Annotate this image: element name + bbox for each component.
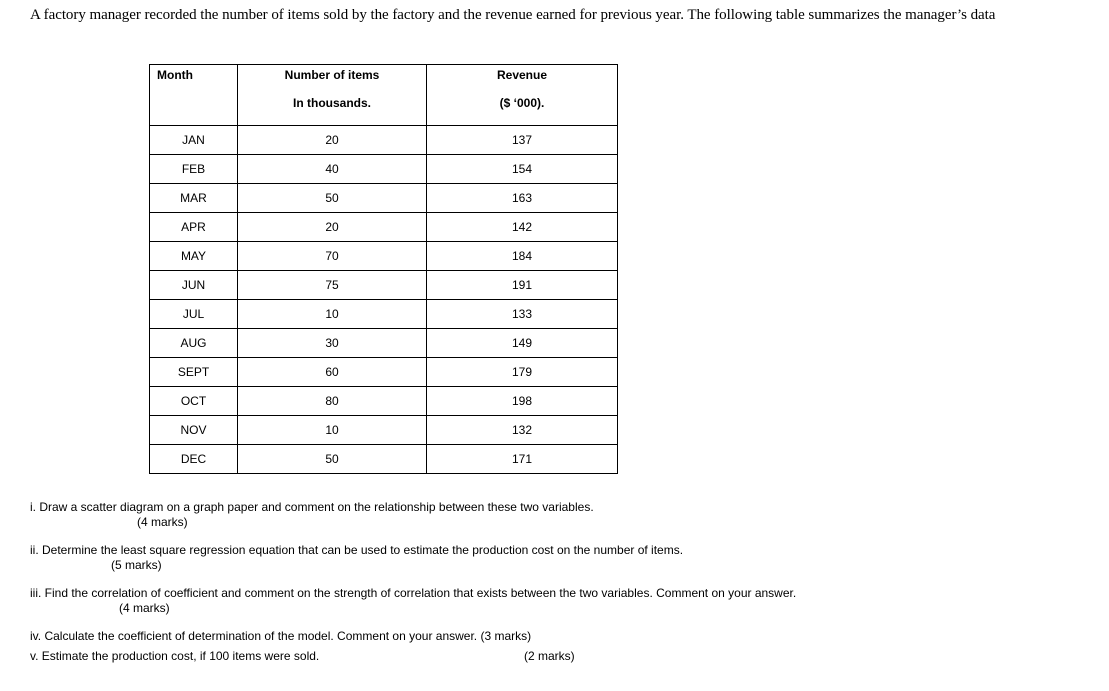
header-revenue-label: Revenue bbox=[496, 68, 548, 82]
header-items-label: Number of items bbox=[284, 68, 380, 82]
table-row bbox=[150, 184, 618, 213]
table-row bbox=[150, 358, 618, 387]
table-row bbox=[150, 242, 618, 271]
cell-revenue: 198 bbox=[427, 387, 618, 416]
cell-revenue: 142 bbox=[427, 213, 618, 242]
cell-month: JAN bbox=[150, 126, 238, 155]
cell-items: 75 bbox=[238, 271, 427, 300]
cell-month: DEC bbox=[150, 445, 238, 474]
cell-items: 20 bbox=[238, 126, 427, 155]
table-row bbox=[150, 445, 618, 474]
question-3-marks: (4 marks) bbox=[119, 601, 170, 615]
cell-month: OCT bbox=[150, 387, 238, 416]
cell-month: JUN bbox=[150, 271, 238, 300]
cell-revenue: 191 bbox=[427, 271, 618, 300]
cell-items: 40 bbox=[238, 155, 427, 184]
header-items-unit: In thousands. bbox=[293, 96, 371, 110]
table-row bbox=[150, 416, 618, 445]
table-row bbox=[150, 329, 618, 358]
cell-items: 60 bbox=[238, 358, 427, 387]
header-revenue-unit: ($ ‘000). bbox=[499, 96, 545, 110]
cell-revenue: 184 bbox=[427, 242, 618, 271]
cell-month: JUL bbox=[150, 300, 238, 329]
cell-items: 10 bbox=[238, 300, 427, 329]
cell-revenue: 137 bbox=[427, 126, 618, 155]
table-row bbox=[150, 213, 618, 242]
question-2: ii. Determine the least square regression equation that can be used to estimate the production cost on the number of items. bbox=[30, 543, 684, 557]
cell-items: 80 bbox=[238, 387, 427, 416]
table-row bbox=[150, 126, 618, 155]
question-5-marks: (2 marks) bbox=[524, 649, 575, 663]
cell-revenue: 179 bbox=[427, 358, 618, 387]
intro-text: A factory manager recorded the number of items sold by the factory and the revenue earned for previous year. The following table summarizes the manager’s data bbox=[30, 7, 996, 23]
cell-month: MAY bbox=[150, 242, 238, 271]
cell-revenue: 171 bbox=[427, 445, 618, 474]
table-row bbox=[150, 271, 618, 300]
cell-month: SEPT bbox=[150, 358, 238, 387]
question-3: iii. Find the correlation of coefficient and comment on the strength of correlation that exists between the two variables. Comment on your answer. bbox=[30, 586, 797, 600]
cell-revenue: 149 bbox=[427, 329, 618, 358]
cell-month: FEB bbox=[150, 155, 238, 184]
header-month bbox=[150, 65, 238, 126]
cell-month: MAR bbox=[150, 184, 238, 213]
question-4: iv. Calculate the coefficient of determination of the model. Comment on your answer. (3 marks) bbox=[30, 629, 532, 643]
table-header-row bbox=[150, 65, 618, 126]
cell-month: AUG bbox=[150, 329, 238, 358]
cell-items: 50 bbox=[238, 445, 427, 474]
question-2-marks: (5 marks) bbox=[111, 558, 162, 572]
table-row bbox=[150, 155, 618, 184]
cell-month: APR bbox=[150, 213, 238, 242]
cell-items: 30 bbox=[238, 329, 427, 358]
question-5: v. Estimate the production cost, if 100 items were sold. bbox=[30, 649, 320, 663]
header-revenue bbox=[427, 65, 618, 126]
cell-items: 70 bbox=[238, 242, 427, 271]
table-row bbox=[150, 300, 618, 329]
sales-revenue-table bbox=[149, 64, 618, 474]
cell-revenue: 154 bbox=[427, 155, 618, 184]
question-1: i. Draw a scatter diagram on a graph paper and comment on the relationship between these two variables. bbox=[30, 500, 594, 514]
header-items bbox=[238, 65, 427, 126]
cell-revenue: 132 bbox=[427, 416, 618, 445]
cell-revenue: 163 bbox=[427, 184, 618, 213]
cell-items: 20 bbox=[238, 213, 427, 242]
cell-revenue: 133 bbox=[427, 300, 618, 329]
header-month-label: Month bbox=[157, 68, 193, 82]
question-1-marks: (4 marks) bbox=[137, 515, 188, 529]
cell-items: 50 bbox=[238, 184, 427, 213]
cell-items: 10 bbox=[238, 416, 427, 445]
cell-month: NOV bbox=[150, 416, 238, 445]
table-row bbox=[150, 387, 618, 416]
